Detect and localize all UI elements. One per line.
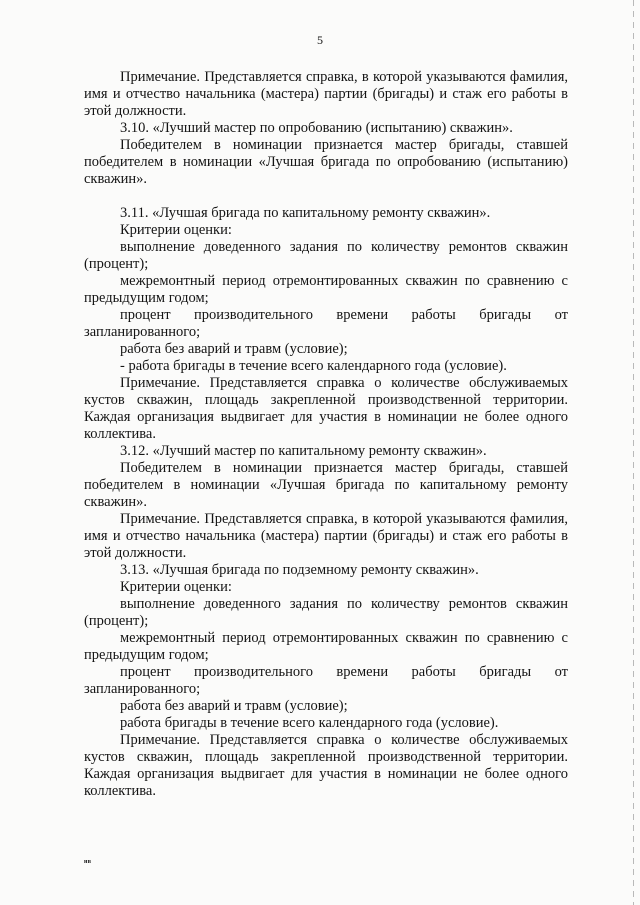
paragraph: выполнение доведенного задания по количеству ремонтов скважин (процент); (84, 239, 568, 272)
paragraph: 3.10. «Лучший мастер по опробованию (испытанию) скважин». (120, 120, 513, 136)
paragraph: Победителем в номинации признается мастер бригады, ставшей победителем в номинации «Лучшая бригада по капитальному ремонту скважин». (84, 460, 568, 510)
paragraph: работа без аварий и травм (условие); (120, 698, 348, 714)
paragraph: процент производительного времени работы бригады от запланированного; (84, 664, 568, 697)
paragraph: процент производительного времени работы бригады от запланированного; (84, 307, 568, 340)
paragraph-gap (84, 188, 568, 205)
paragraph: Критерии оценки: (120, 579, 232, 595)
paragraph: Примечание. Представляется справка о количестве обслуживаемых кустов скважин, площадь закрепленной производственной территории. Каждая организация выдвигает для участия в номинации не более одного коллектива. (84, 732, 568, 799)
page-number: 5 (317, 33, 323, 47)
paragraph: работа без аварий и травм (условие); (120, 341, 348, 357)
paragraph: Примечание. Представляется справка о количестве обслуживаемых кустов скважин, площадь закрепленной производственной территории. Каждая организация выдвигает для участия в номинации не более одного коллектива. (84, 375, 568, 442)
paragraph: межремонтный период отремонтированных скважин по сравнению с предыдущим годом; (84, 630, 568, 663)
paragraph: 3.13. «Лучшая бригада по подземному ремонту скважин». (120, 562, 479, 578)
footer-code: нв (84, 859, 92, 865)
paragraph: выполнение доведенного задания по количеству ремонтов скважин (процент); (84, 596, 568, 629)
paragraph: Победителем в номинации признается мастер бригады, ставшей победителем в номинации «Лучшая бригада по опробованию (испытанию) скважин». (84, 137, 568, 187)
paragraph: 3.12. «Лучший мастер по капитальному ремонту скважин». (120, 443, 487, 459)
paragraph: Примечание. Представляется справка, в которой указываются фамилия, имя и отчество начальника (мастера) партии (бригады) и стаж его работы в этой должности. (84, 511, 568, 561)
paragraph: - работа бригады в течение всего календарного года (условие). (120, 358, 507, 374)
paragraph: Критерии оценки: (120, 222, 232, 238)
document-body (84, 69, 568, 800)
scan-edge (633, 0, 634, 905)
paragraph: работа бригады в течение всего календарного года (условие). (120, 715, 499, 731)
paragraph: Примечание. Представляется справка, в которой указываются фамилия, имя и отчество начальника (мастера) партии (бригады) и стаж его работы в этой должности. (84, 69, 568, 119)
paragraph: межремонтный период отремонтированных скважин по сравнению с предыдущим годом; (84, 273, 568, 306)
paragraph: 3.11. «Лучшая бригада по капитальному ремонту скважин». (120, 205, 491, 221)
